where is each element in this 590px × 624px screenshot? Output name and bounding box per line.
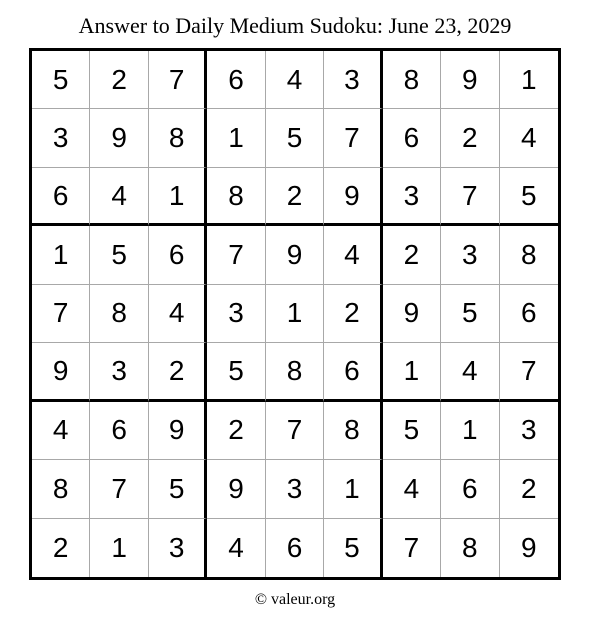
sudoku-cell-r9-c1: 2: [32, 519, 90, 577]
sudoku-cell-r4-c7: 2: [383, 226, 441, 284]
sudoku-cell-r3-c3: 1: [149, 168, 207, 226]
sudoku-cell-r6-c5: 8: [266, 343, 324, 401]
sudoku-cell-r9-c5: 6: [266, 519, 324, 577]
sudoku-board: [29, 48, 561, 580]
sudoku-cell-r9-c6: 5: [324, 519, 382, 577]
sudoku-cell-r2-c2: 9: [90, 109, 148, 167]
sudoku-cell-r8-c9: 2: [500, 460, 558, 518]
sudoku-cell-r7-c3: 9: [149, 402, 207, 460]
sudoku-cell-r8-c3: 5: [149, 460, 207, 518]
sudoku-cell-r3-c8: 7: [441, 168, 499, 226]
sudoku-cell-r1-c2: 2: [90, 51, 148, 109]
sudoku-cell-r8-c2: 7: [90, 460, 148, 518]
sudoku-cell-r2-c7: 6: [383, 109, 441, 167]
sudoku-cell-r5-c4: 3: [207, 285, 265, 343]
sudoku-cell-r3-c2: 4: [90, 168, 148, 226]
sudoku-cell-r8-c8: 6: [441, 460, 499, 518]
sudoku-cell-r6-c8: 4: [441, 343, 499, 401]
sudoku-cell-r5-c9: 6: [500, 285, 558, 343]
sudoku-cell-r6-c1: 9: [32, 343, 90, 401]
sudoku-cell-r4-c2: 5: [90, 226, 148, 284]
sudoku-cell-r3-c4: 8: [207, 168, 265, 226]
copyright-footer: © valeur.org: [254, 591, 336, 608]
sudoku-cell-r2-c5: 5: [266, 109, 324, 167]
sudoku-cell-r6-c7: 1: [383, 343, 441, 401]
sudoku-cell-r2-c6: 7: [324, 109, 382, 167]
sudoku-cell-r6-c4: 5: [207, 343, 265, 401]
page-title: Answer to Daily Medium Sudoku: June 23, 2029: [78, 13, 512, 38]
sudoku-cell-r7-c4: 2: [207, 402, 265, 460]
sudoku-cell-r9-c4: 4: [207, 519, 265, 577]
sudoku-cell-r9-c3: 3: [149, 519, 207, 577]
sudoku-cell-r5-c5: 1: [266, 285, 324, 343]
sudoku-cell-r1-c6: 3: [324, 51, 382, 109]
sudoku-cell-r7-c9: 3: [500, 402, 558, 460]
sudoku-cell-r1-c5: 4: [266, 51, 324, 109]
sudoku-cell-r5-c2: 8: [90, 285, 148, 343]
sudoku-cell-r3-c7: 3: [383, 168, 441, 226]
sudoku-cell-r8-c4: 9: [207, 460, 265, 518]
sudoku-cell-r4-c8: 3: [441, 226, 499, 284]
sudoku-cell-r1-c1: 5: [32, 51, 90, 109]
sudoku-cell-r7-c7: 5: [383, 402, 441, 460]
sudoku-cell-r4-c6: 4: [324, 226, 382, 284]
sudoku-cell-r4-c1: 1: [32, 226, 90, 284]
sudoku-cell-r8-c5: 3: [266, 460, 324, 518]
sudoku-cell-r5-c8: 5: [441, 285, 499, 343]
sudoku-cell-r6-c6: 6: [324, 343, 382, 401]
sudoku-cell-r4-c4: 7: [207, 226, 265, 284]
sudoku-cell-r7-c1: 4: [32, 402, 90, 460]
sudoku-cell-r4-c5: 9: [266, 226, 324, 284]
sudoku-cell-r1-c9: 1: [500, 51, 558, 109]
sudoku-cell-r1-c8: 9: [441, 51, 499, 109]
sudoku-cell-r2-c1: 3: [32, 109, 90, 167]
sudoku-cell-r7-c2: 6: [90, 402, 148, 460]
sudoku-cell-r3-c5: 2: [266, 168, 324, 226]
sudoku-cell-r9-c8: 8: [441, 519, 499, 577]
sudoku-cell-r5-c6: 2: [324, 285, 382, 343]
sudoku-cell-r2-c9: 4: [500, 109, 558, 167]
sudoku-cell-r1-c4: 6: [207, 51, 265, 109]
sudoku-cell-r3-c9: 5: [500, 168, 558, 226]
sudoku-cell-r6-c9: 7: [500, 343, 558, 401]
sudoku-cell-r5-c7: 9: [383, 285, 441, 343]
sudoku-cell-r2-c4: 1: [207, 109, 265, 167]
sudoku-cell-r7-c5: 7: [266, 402, 324, 460]
sudoku-cell-r6-c3: 2: [149, 343, 207, 401]
sudoku-cell-r3-c6: 9: [324, 168, 382, 226]
sudoku-cell-r9-c7: 7: [383, 519, 441, 577]
sudoku-cell-r7-c6: 8: [324, 402, 382, 460]
sudoku-cell-r9-c2: 1: [90, 519, 148, 577]
sudoku-cell-r8-c1: 8: [32, 460, 90, 518]
sudoku-cell-r5-c1: 7: [32, 285, 90, 343]
sudoku-cell-r7-c8: 1: [441, 402, 499, 460]
sudoku-cell-r6-c2: 3: [90, 343, 148, 401]
sudoku-cell-r2-c3: 8: [149, 109, 207, 167]
sudoku-cell-r1-c3: 7: [149, 51, 207, 109]
sudoku-cell-r1-c7: 8: [383, 51, 441, 109]
sudoku-cell-r5-c3: 4: [149, 285, 207, 343]
sudoku-cell-r9-c9: 9: [520, 531, 537, 563]
sudoku-cell-r3-c1: 6: [32, 168, 90, 226]
sudoku-cell-r8-c6: 1: [324, 460, 382, 518]
sudoku-cell-r8-c7: 4: [383, 460, 441, 518]
sudoku-cell-r2-c8: 2: [441, 109, 499, 167]
sudoku-cell-r4-c9: 8: [500, 226, 558, 284]
sudoku-cell-r4-c3: 6: [149, 226, 207, 284]
